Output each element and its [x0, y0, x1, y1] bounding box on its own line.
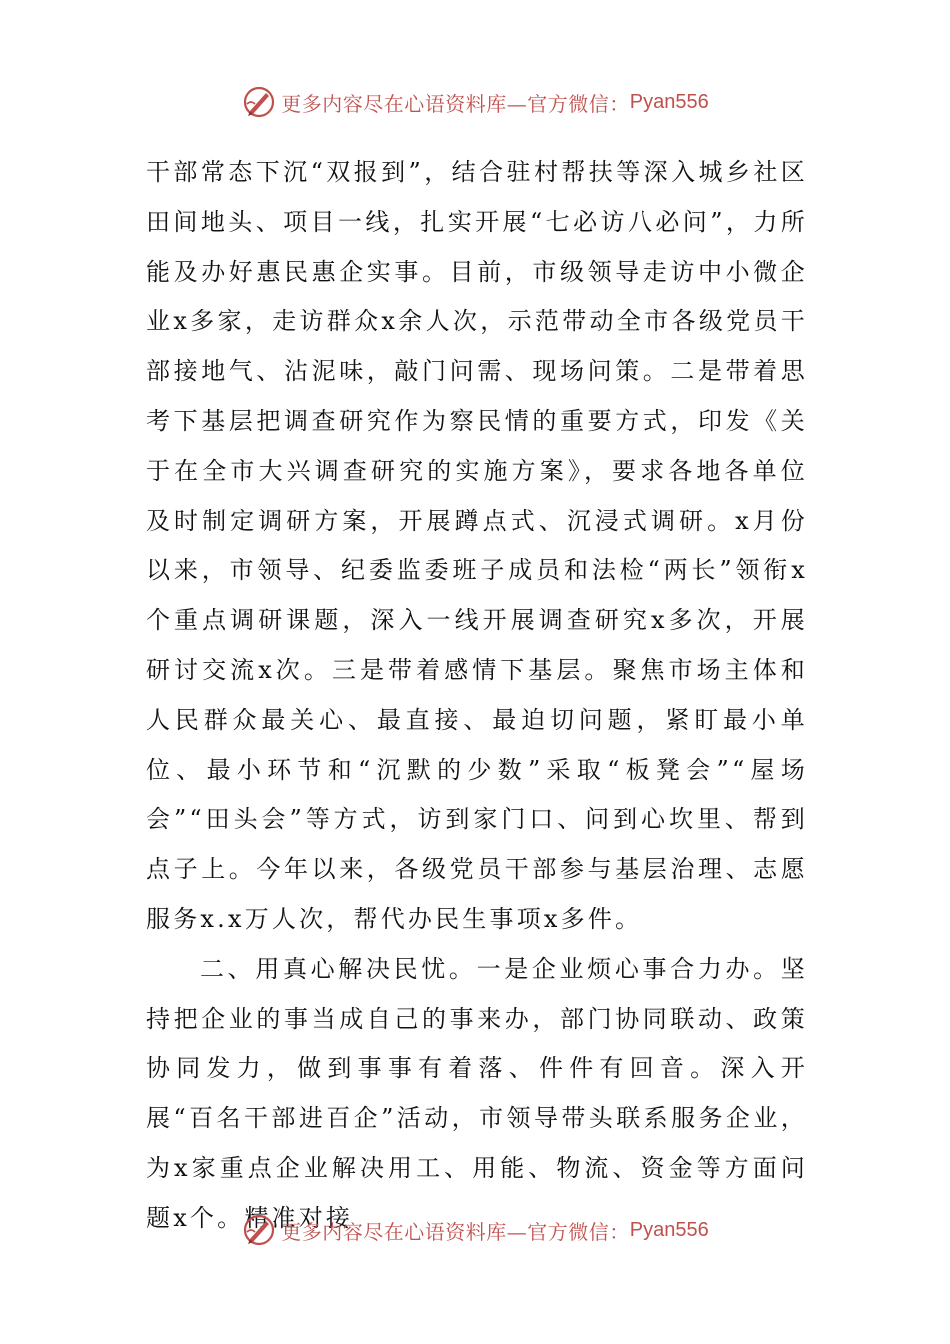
header-watermark-banner — [0, 82, 950, 122]
footer-watermark-banner — [0, 1210, 950, 1250]
banner-text: 更多内容尽在心语资料库—官方微信： — [281, 91, 630, 116]
pen-logo-icon — [241, 1212, 277, 1248]
document-body — [146, 148, 808, 1244]
paragraph-2: 二、用真心解决民忧。一是企业烦心事合力办。坚持把企业的事当成自己的事来办，部门协同联动、政策协同发力，做到事事有着落、件件有回音。深入开展“百名干部进百企”活动，市领导带头联系服务企业，为x家重点企业解决用工、用能、物流、资金等方面问题x个。精准对接 — [146, 954, 808, 1232]
paragraph-1: 干部常态下沉“双报到”，结合驻村帮扶等深入城乡社区田间地头、项目一线，扎实开展“七必访八必问”，力所能及办好惠民惠企实事。目前，市级领导走访中小微企业x多家，走访群众x余人次，示范带动全市各级党员干部接地气、沾泥味，敲门问需、现场问策。二是带着思考下基层把调查研究作为察民情的重要方式，印发《关于在全市大兴调查研究的实施方案》，要求各地各单位及时制定调研方案，开展蹲点式、沉浸式调研。x月份以来，市领导、纪委监委班子成员和法检“两长”领衔x个重点调研课题，深入一线开展调查研究x多次，开展研讨交流x次。三是带着感情下基层。聚焦市场主体和人民群众最关心、最直接、最迫切问题，紧盯最小单位、最小环节和“沉默的少数”采取“板凳会”“屋场会”“田头会”等方式，访到家门口、问到心坎里、帮到点子上。今年以来，各级党员干部参与基层治理、志愿服务x.x万人次，帮代办民生事项x多件。 — [146, 158, 808, 933]
pen-logo-icon — [241, 84, 277, 120]
banner-account: Pyan556 — [629, 90, 709, 113]
banner-text: 更多内容尽在心语资料库—官方微信： — [281, 1219, 630, 1244]
banner-account: Pyan556 — [629, 1218, 709, 1241]
